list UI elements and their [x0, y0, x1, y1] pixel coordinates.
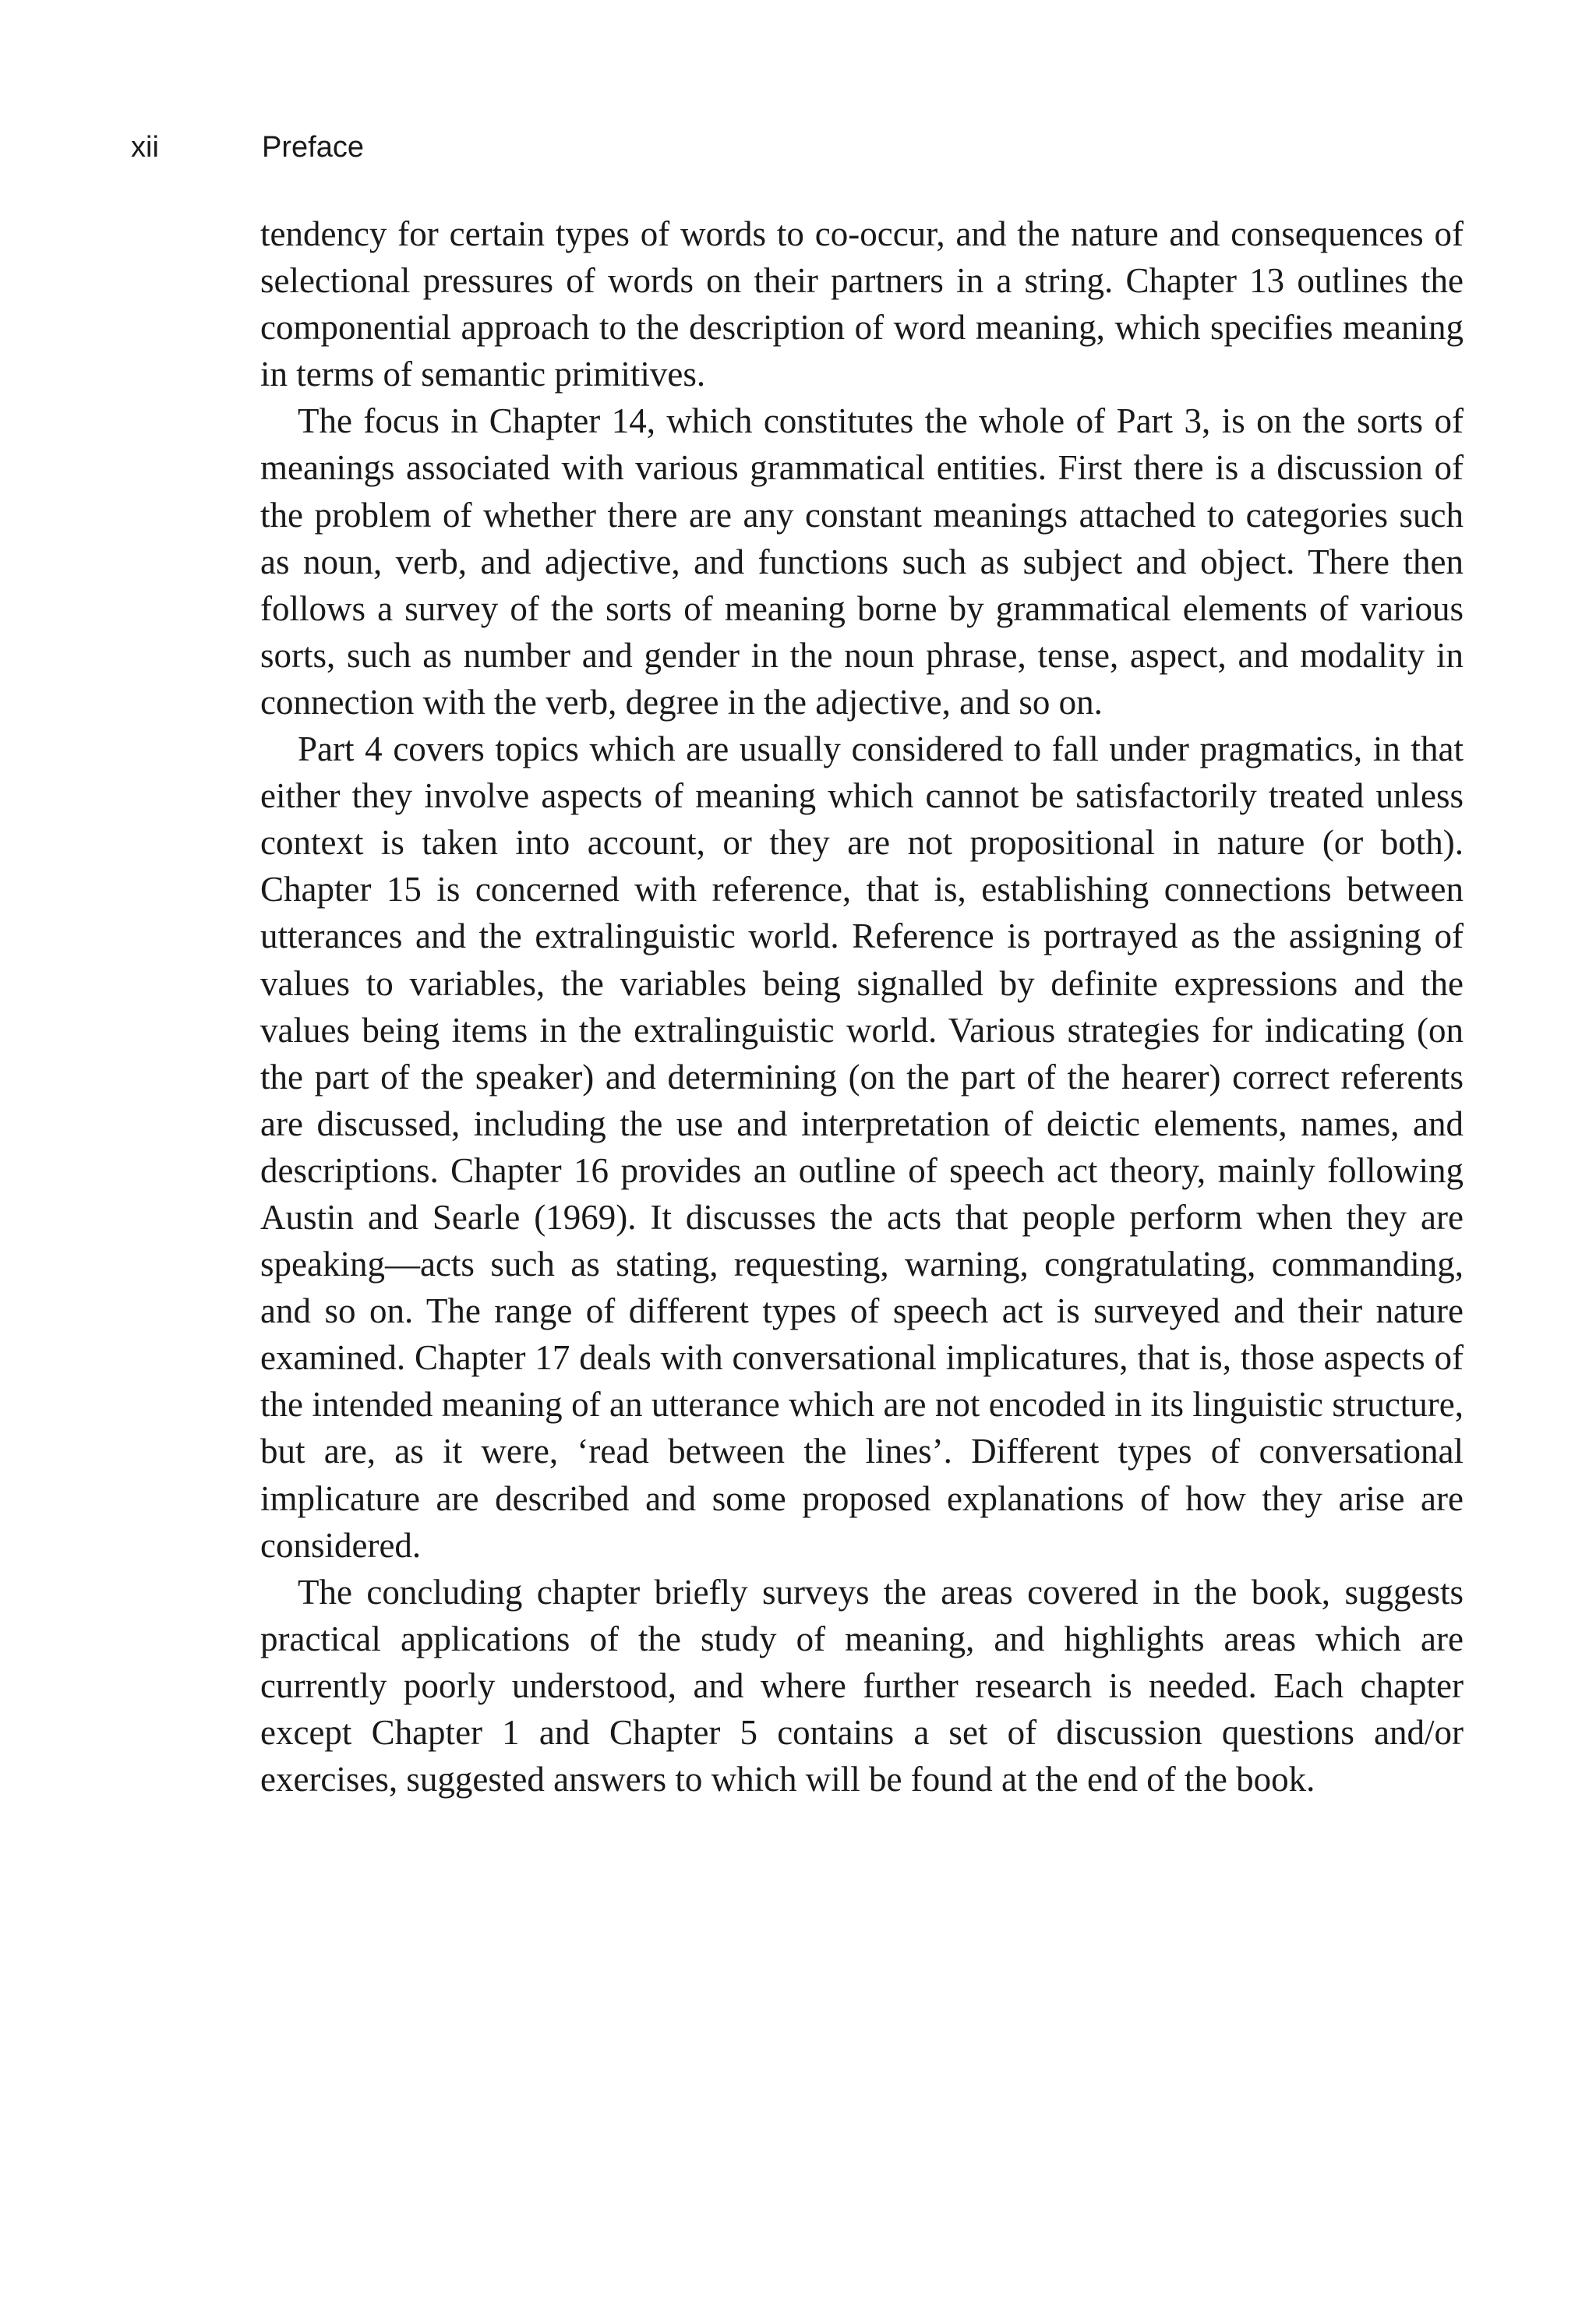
paragraph-2: The focus in Chapter 14, which constitutes the whole of Part 3, is on the sorts of meanings associated with various grammatical entities. First there is a discussion of the problem of whether there are any constant meanings attached to categories such as noun, verb, and adjective, and functions such as subject and object. There then follows a survey of the sorts of meaning borne by grammatical elements of various sorts, such as number and gender in the noun phrase, tense, aspect, and modality in connection with the verb, degree in the adjective, and so on. [260, 401, 1464, 722]
body-text [260, 210, 1464, 1803]
section-title: Preface [262, 131, 364, 164]
paragraph-3: Part 4 covers topics which are usually considered to fall under pragmatics, in that either they involve aspects of meaning which cannot be satisfactorily treated unless context is taken into account, or they are not propositional in nature (or both). Chapter 15 is concerned with reference, that is, establishing connections between utterances and the extralinguistic world. Reference is portrayed as the assigning of values to variables, the variables being signalled by definite expressions and the values being items in the extralinguistic world. Various strategies for indicating (on the part of the speaker) and determining (on the part of the hearer) correct referents are discussed, including the use and interpretation of deictic elements, names, and descriptions. Chapter 16 provides an outline of speech act theory, mainly following Austin and Searle (1969). It discusses the acts that people perform when they are speaking—acts such as stating, requesting, warning, congratulating, commanding, and so on. The range of different types of speech act is surveyed and their nature examined. Chapter 17 deals with conversational implicatures, that is, those aspects of the intended meaning of an utterance which are not encoded in its linguistic structure, but are, as it were, ‘read between the lines’. Different types of conversational implicature are described and some proposed explanations of how they arise are considered. [260, 729, 1464, 1565]
paragraph-1: tendency for certain types of words to co-occur, and the nature and consequences of selectional pressures of words on their partners in a string. Chapter 13 outlines the componential approach to the description of word meaning, which specifies meaning in terms of semantic primitives. [260, 214, 1464, 394]
paragraph-4: The concluding chapter briefly surveys the areas covered in the book, suggests practical applications of the study of meaning, and highlights areas which are currently poorly understood, and where further research is needed. Each chapter except Chapter 1 and Chapter 5 contains a set of discussion questions and/or exercises, suggested answers to which will be found at the end of the book. [260, 1572, 1464, 1799]
page-number: xii [131, 131, 159, 164]
running-head [131, 131, 364, 178]
